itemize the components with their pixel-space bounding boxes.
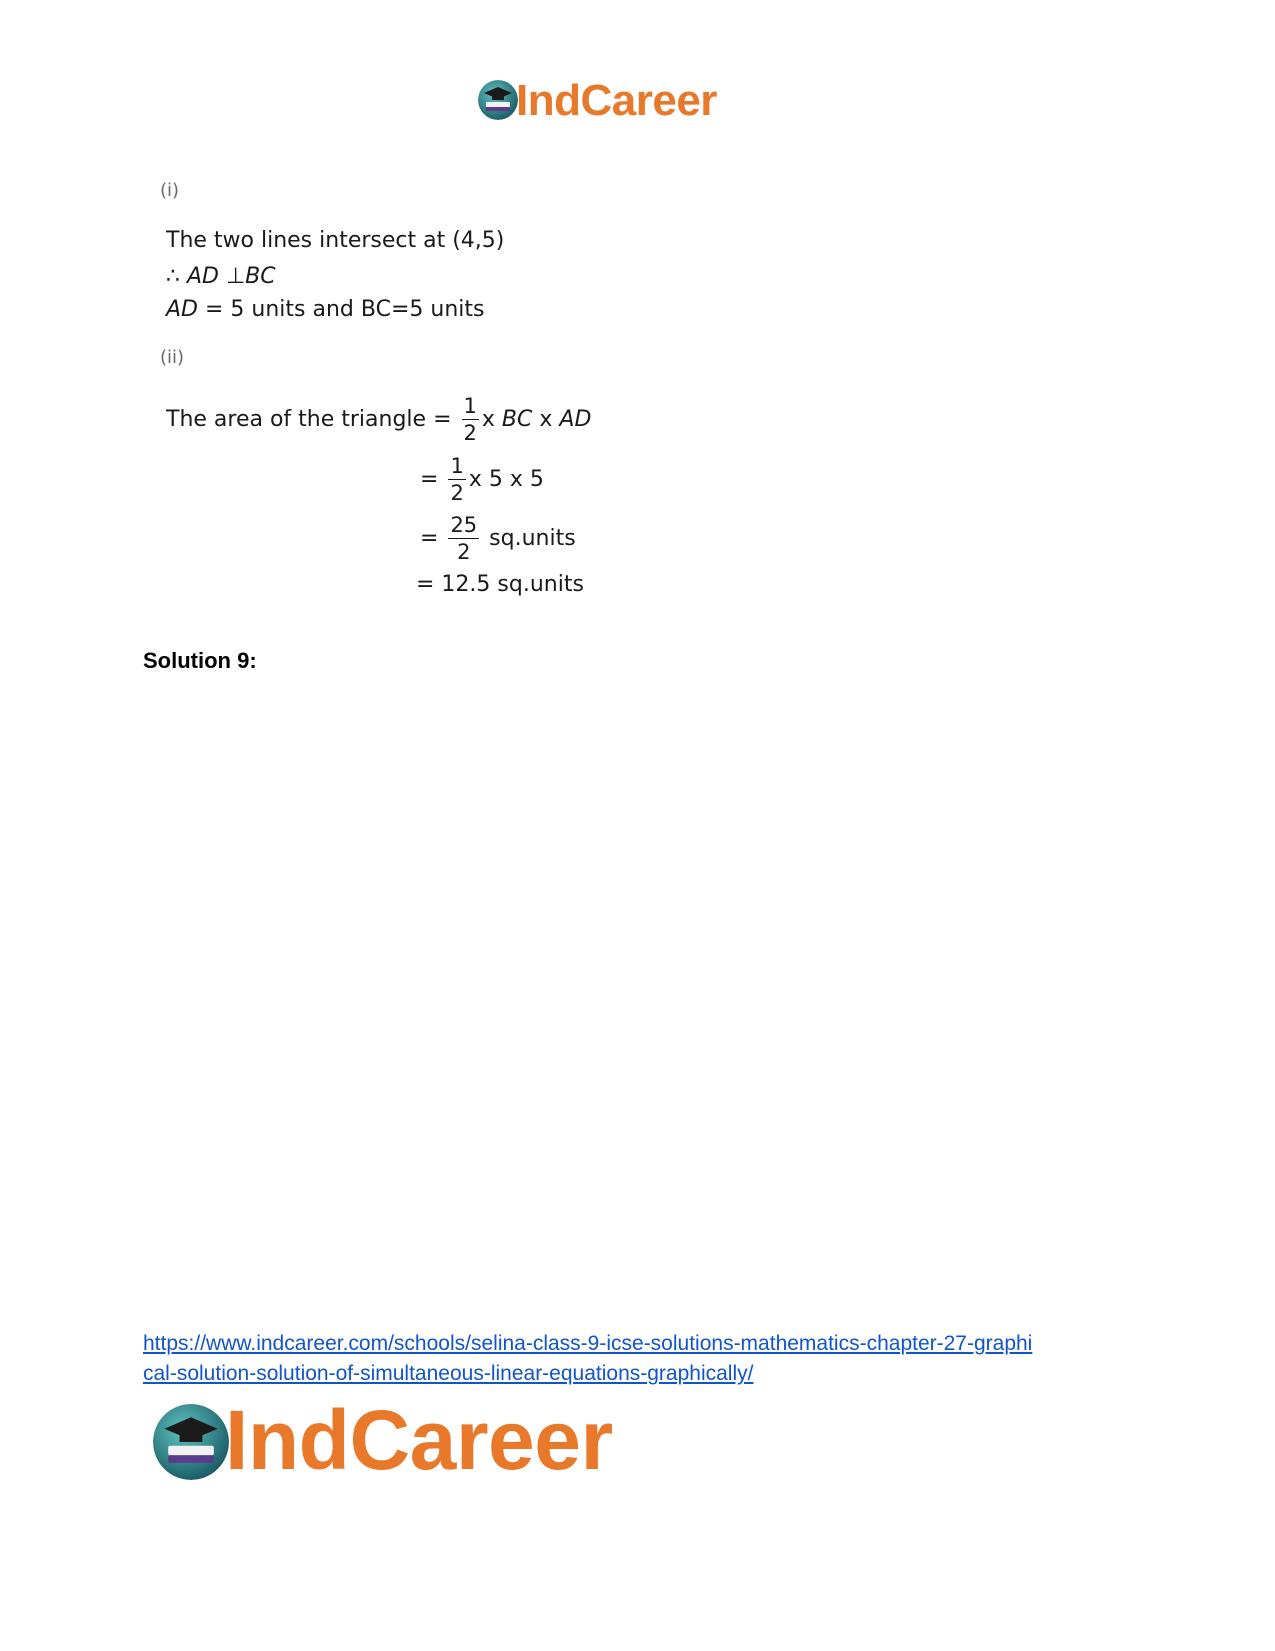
footer-logo bbox=[153, 1393, 673, 1487]
area-formula-line bbox=[166, 396, 591, 444]
segment-bc-2: BC bbox=[501, 407, 533, 432]
perpendicular-line bbox=[166, 264, 276, 289]
segment-bc: BC bbox=[245, 264, 276, 289]
footer-link-block bbox=[143, 1329, 1143, 1389]
graduation-cap-book-globe-icon bbox=[478, 80, 518, 120]
solution-heading: Solution 9: bbox=[143, 648, 257, 673]
fraction-denominator: 2 bbox=[463, 421, 477, 445]
part-i-label: (i) bbox=[160, 180, 180, 201]
perp-symbol: ⊥ bbox=[226, 264, 246, 289]
step2-denominator: 2 bbox=[450, 481, 464, 505]
header-logo-text: IndCareer bbox=[516, 76, 717, 125]
fraction-half bbox=[462, 396, 479, 444]
header-logo bbox=[478, 76, 748, 126]
lengths-text: = 5 units and BC=5 units bbox=[205, 297, 485, 322]
step3-numerator: 25 bbox=[450, 513, 478, 537]
graduation-cap-book-globe-icon bbox=[153, 1404, 229, 1480]
source-link-line-2: cal-solution-solution-of-simultaneous-linear-equations-graphically/ bbox=[143, 1362, 754, 1385]
area-step-3 bbox=[420, 515, 576, 563]
step3-equals: = bbox=[420, 526, 439, 551]
footer-logo-text: IndCareer bbox=[225, 1393, 613, 1487]
lengths-line bbox=[166, 297, 484, 322]
step3-denominator: 2 bbox=[457, 540, 471, 564]
step2-equals: = bbox=[420, 467, 439, 492]
area-step-4: = 12.5 sq.units bbox=[416, 572, 584, 597]
segment-ad-3: AD bbox=[559, 407, 592, 432]
step3-fraction bbox=[448, 515, 479, 563]
step2-tail: x 5 x 5 bbox=[468, 467, 544, 492]
step2-fraction bbox=[448, 456, 465, 504]
intersect-line: The two lines intersect at (4,5) bbox=[166, 228, 505, 253]
segment-ad: AD bbox=[187, 264, 219, 289]
area-step-2 bbox=[420, 456, 544, 504]
times-2: x bbox=[539, 407, 553, 432]
segment-ad-2: AD bbox=[166, 297, 198, 322]
source-link-line-1: https://www.indcareer.com/schools/selina-class-9-icse-solutions-mathematics-chapter-27-graphi bbox=[143, 1332, 1033, 1355]
step2-numerator: 1 bbox=[450, 454, 464, 478]
area-lead: The area of the triangle = bbox=[166, 407, 452, 432]
part-ii-label: (ii) bbox=[160, 347, 185, 368]
step3-tail: sq.units bbox=[489, 526, 576, 551]
source-link[interactable] bbox=[143, 1329, 1143, 1389]
times-1: x bbox=[481, 407, 495, 432]
therefore-symbol: ∴ bbox=[166, 264, 180, 289]
fraction-numerator: 1 bbox=[463, 394, 477, 418]
